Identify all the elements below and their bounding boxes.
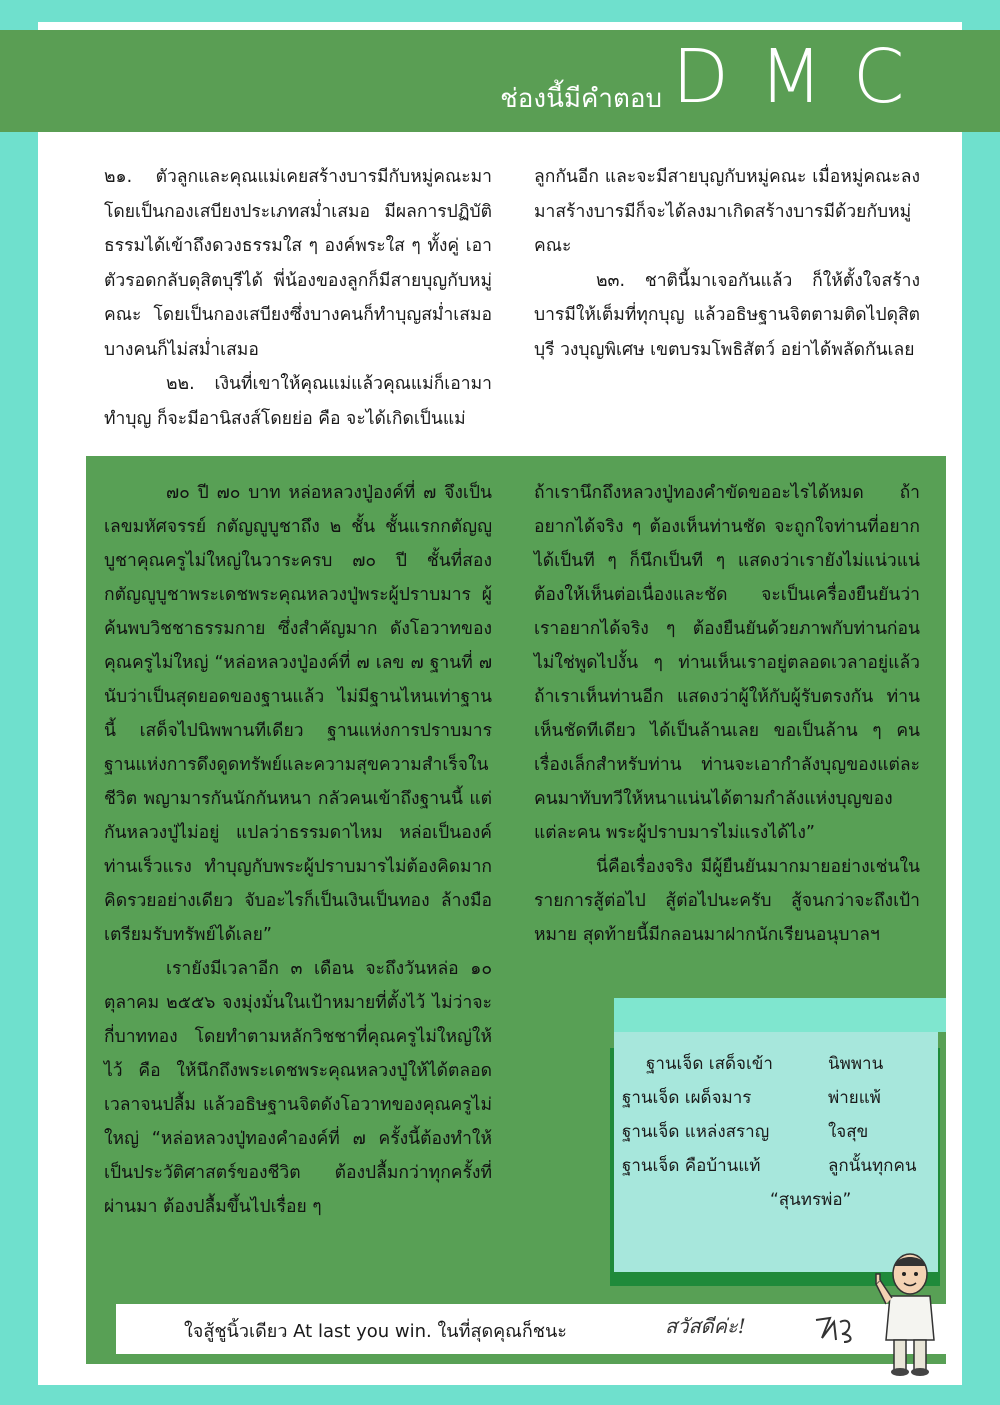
green-left-column <box>104 476 492 1224</box>
top-left-column <box>104 160 492 436</box>
poem-line-left: ฐานเจ็ด แหล่งสราญ <box>622 1122 770 1142</box>
paragraph: เรายังมีเวลาอีก ๓ เดือน จะถึงวันหล่อ ๑๐ ตุลาคม ๒๕๕๖ จงมุ่งมั่นในเป้าหมายที่ตั้งไว้ ไม่ว่าจะกี่บาททอง โดยทำตามหลักวิชชาที่คุณครูไม่ใหญ่ให้ไว้ คือ ให้นึกถึงพระเดชพระคุณหลวงปู่ให้ได้ตลอดเวลาจนปลื้ม แล้วอธิษฐานจิตดังโอวาทของคุณครูไม่ใหญ่ “หล่อหลวงปู่ทองคำองค์ที่ ๗ ครั้งนี้ต้องทำให้เป็นประวัติศาสตร์ของชีวิต ต้องปลื้มกว่าทุกครั้งที่ผ่านมา ต้องปลื้มขึ้นไปเรื่อย ๆ <box>104 959 492 1217</box>
signature-mark-icon <box>812 1312 858 1346</box>
poem-author: “สุนทรพ่อ” <box>770 1190 852 1210</box>
paragraph: ๒๑. ตัวลูกและคุณแม่เคยสร้างบารมีกับหมู่คณะมาโดยเป็นกองเสบียงประเภทสม่ำเสมอ มีผลการปฏิบัติธรรมได้เข้าถึงดวงธรรมใส ๆ องค์พระใส ๆ ทั้งคู่ เอาตัวรอดกลับดุสิตบุรีได้ พี่น้องของลูกก็มีสายบุญกับหมู่คณะ โดยเป็นกองเสบียงซึ่งบางคนก็ทำบุญสม่ำเสมอ บางคนก็ไม่สม่ำเสมอ <box>104 167 492 360</box>
top-right-column <box>534 160 920 367</box>
paragraph: ๒๒. เงินที่เขาให้คุณแม่แล้วคุณแม่ก็เอามาทำบุญ ก็จะมีอานิสงส์โดยย่อ คือ จะได้เกิดเป็นแม่ <box>104 374 492 429</box>
green-right-column <box>534 476 920 952</box>
paragraph: ๗๐ ปี ๗๐ บาท หล่อหลวงปู่องค์ที่ ๗ จึงเป็นเลขมหัศจรรย์ กตัญญูบูชาถึง ๒ ชั้น ชั้นแรกกตัญญูบูชาคุณครูไม่ใหญ่ในวาระครบ ๗๐ ปี ชั้นที่สองกตัญญูบูชาพระเดชพระคุณหลวงปู่พระผู้ปราบมาร ผู้ค้นพบวิชชาธรรมกาย ซึ่งสำคัญมาก ดังโอวาทของคุณครูไม่ใหญ่ “หล่อหลวงปู่องค์ที่ ๗ เลข ๗ ฐานที่ ๗ นับว่าเป็นสุดยอดของฐานแล้ว ไม่มีฐานไหนเท่าฐานนี้ เสด็จไปนิพพานทีเดียว ฐานแห่งการปราบมาร ฐานแห่งการดึงดูดทรัพย์และความสุขความสำเร็จในชีวิต พญามารกันนักกันหนา กลัวคนเข้าถึงฐานนี้ แต่กันหลวงปู่ไม่อยู่ แปลว่าธรรมดาไหม หล่อเป็นองค์ท่านเร็วแรง ทำบุญกับพระผู้ปราบมารไม่ต้องคิดมาก คิดรวยอย่างเดียว จับอะไรก็เป็นเงินเป็นทอง ล้างมือเตรียมรับทรัพย์ได้เลย” <box>104 483 492 945</box>
poem-line-left: ฐานเจ็ด เสด็จเข้า <box>646 1054 773 1074</box>
poem-line-right: ลูกนั้นทุกคน <box>828 1156 917 1176</box>
poem-line-right: พ่ายแพ้ <box>828 1088 881 1108</box>
footer-text: ใจสู้ชูนิ้วเดียว At last you win. ในที่สุดคุณก็ชนะ <box>184 1321 567 1342</box>
cartoon-thumbs-up-icon <box>870 1248 950 1378</box>
poem-line-right: นิพพาน <box>828 1054 884 1074</box>
paragraph: นี่คือเรื่องจริง มีผู้ยืนยันมากมายอย่างเช่นในรายการสู้ต่อไป สู้ต่อไปนะครับ สู้จนกว่าจะถึงเป้าหมาย สุดท้ายนี้มีกลอนมาฝากนักเรียนอนุบาลฯ <box>534 857 920 945</box>
paragraph: ถ้าเรานึกถึงหลวงปู่ทองคำขัดขออะไรได้หมด ถ้าอยากได้จริง ๆ ต้องเห็นท่านชัด จะถูกใจท่านที่อยากได้เป็นที ๆ ก็นึกเป็นที ๆ แสดงว่าเรายังไม่แน่วแน่ ต้องให้เห็นต่อเนื่องและชัด จะเป็นเครื่องยืนยันว่า เราอยากได้จริง ๆ ต้องยืนยันด้วยภาพกับท่านก่อน ไม่ใช่พูดไปงั้น ๆ ท่านเห็นเราอยู่ตลอดเวลาอยู่แล้ว ถ้าเราเห็นท่านอีก แสดงว่าผู้ให้กับผู้รับตรงกัน ท่านเห็นชัดทีเดียว ได้เป็นล้านเลย ขอเป็นล้าน ๆ คน เรื่องเล็กสำหรับท่าน ท่านจะเอากำลังบุญของแต่ละคนมาทับทวีให้หนาแน่นได้ตามกำลังแห่งบุญของแต่ละคน พระผู้ปราบมารไม่แรงได้ไง” <box>534 483 920 843</box>
poem-line-right: ใจสุข <box>828 1122 869 1142</box>
poem-line-left: ฐานเจ็ด เผด็จมาร <box>622 1088 752 1108</box>
poem-line-left: ฐานเจ็ด คือบ้านแท้ <box>622 1156 761 1176</box>
paragraph: ๒๓. ชาตินี้มาเจอกันแล้ว ก็ให้ตั้งใจสร้างบารมีให้เต็มที่ทุกบุญ แล้วอธิษฐานจิตตามติดไปดุสิตบุรี วงบุญพิเศษ เขตบรมโพธิสัตว์ อย่าได้พลัดกันเลย <box>534 270 920 360</box>
sticky-note-tab <box>614 998 946 1032</box>
paragraph: ลูกกันอีก และจะมีสายบุญกับหมู่คณะ เมื่อหมู่คณะลงมาสร้างบารมีก็จะได้ลงมาเกิดสร้างบารมีด้วยกับหมู่คณะ <box>534 167 920 256</box>
header-subtitle: ช่องนี้มีคำตอบ <box>500 84 662 114</box>
dmc-logo: DMC <box>672 34 935 120</box>
signature: สวัสดีค่ะ! <box>665 1314 746 1338</box>
